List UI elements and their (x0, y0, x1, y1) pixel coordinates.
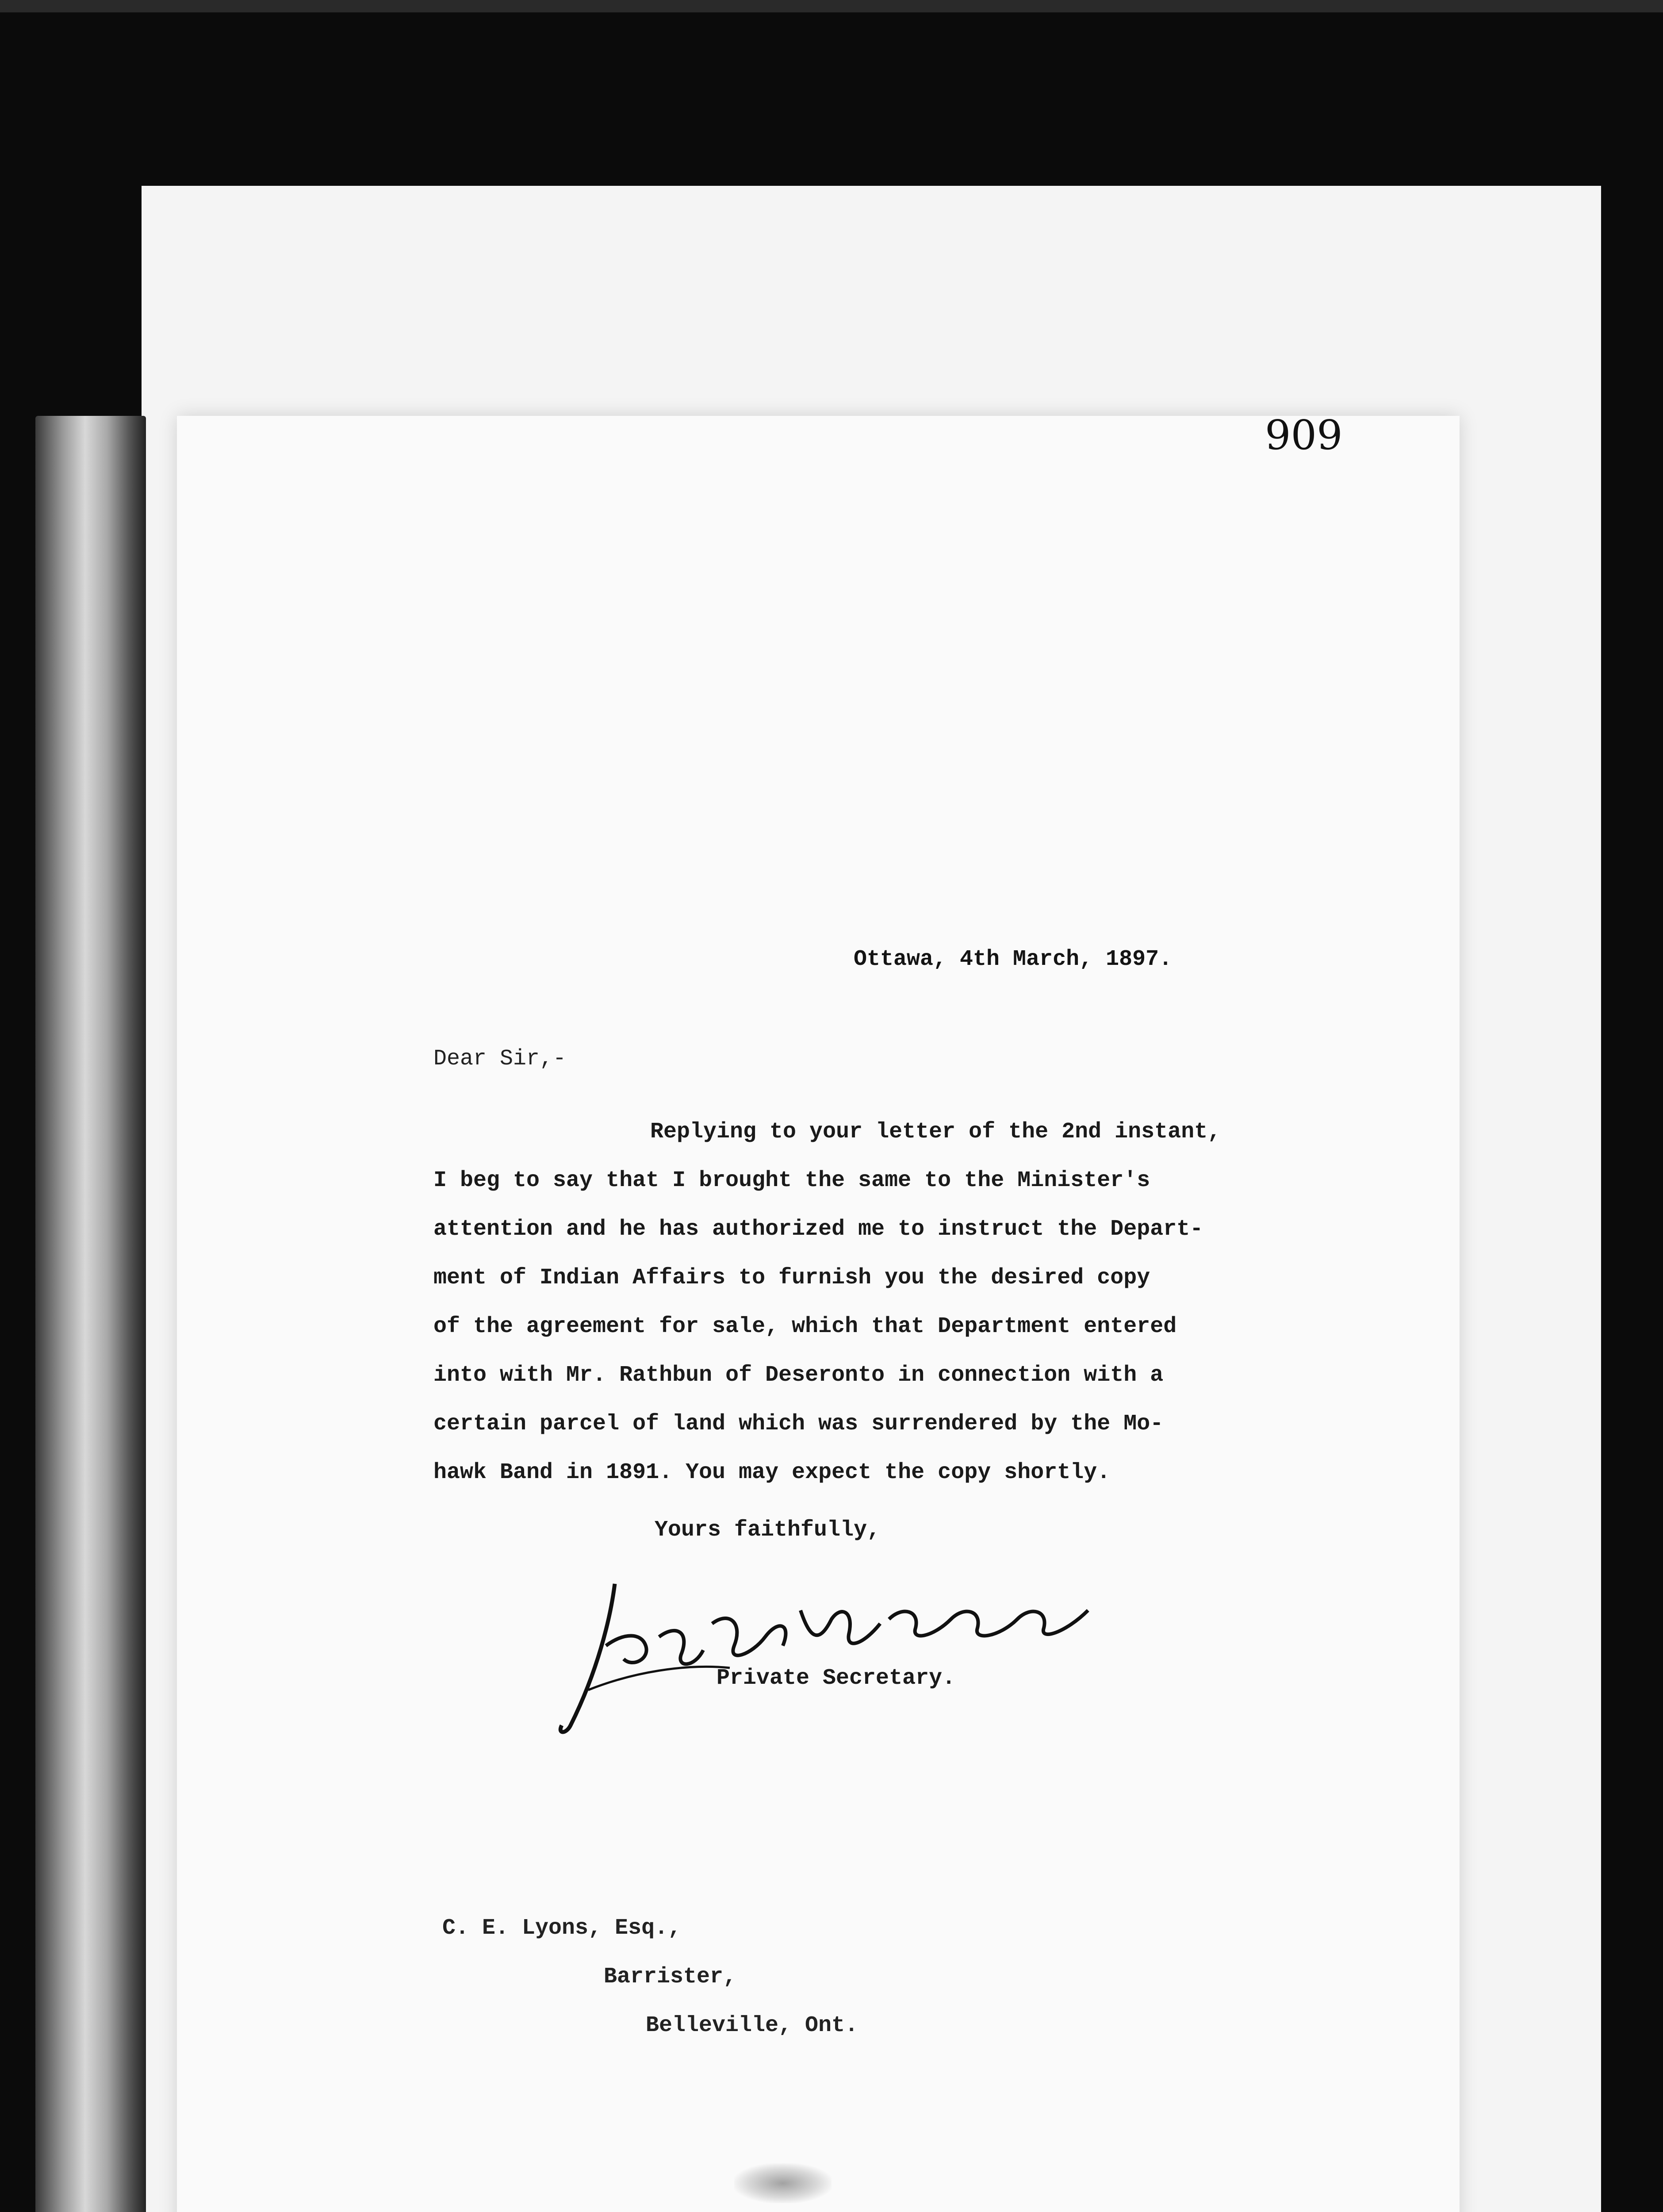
signature-title: Private Secretary. (717, 1666, 956, 1691)
recipient-name: C. E. Lyons, Esq., (442, 1916, 682, 1941)
letter-body-line: hawk Band in 1891. You may expect the copy shortly. (433, 1460, 1111, 1485)
letter-body-line: of the agreement for sale, which that Department entered (433, 1314, 1177, 1339)
letter-body-line: attention and he has authorized me to instruct the Depart- (433, 1217, 1203, 1242)
recipient-title: Barrister, (604, 1964, 737, 1989)
recipient-place: Belleville, Ont. (646, 2013, 858, 2038)
film-top-border (0, 0, 1663, 12)
letter-body-line: certain parcel of land which was surrendered by the Mo- (433, 1411, 1164, 1436)
handwritten-signature (544, 1557, 1163, 1743)
letter-dateline: Ottawa, 4th March, 1897. (854, 947, 1173, 972)
letter-body-line: into with Mr. Rathbun of Deseronto in connection with a (433, 1363, 1164, 1388)
letter-body-line: ment of Indian Affairs to furnish you the desired copy (433, 1265, 1150, 1290)
page-number: 909 (1265, 411, 1343, 459)
letter-closing: Yours faithfully, (655, 1517, 881, 1543)
ink-smudge (734, 2163, 832, 2203)
letter-salutation: Dear Sir,- (433, 1046, 567, 1071)
letter-body-line: I beg to say that I brought the same to the Minister's (433, 1168, 1150, 1193)
letter-body-line: Replying to your letter of the 2nd instant, (650, 1119, 1221, 1144)
film-roll-edge (35, 416, 146, 2212)
